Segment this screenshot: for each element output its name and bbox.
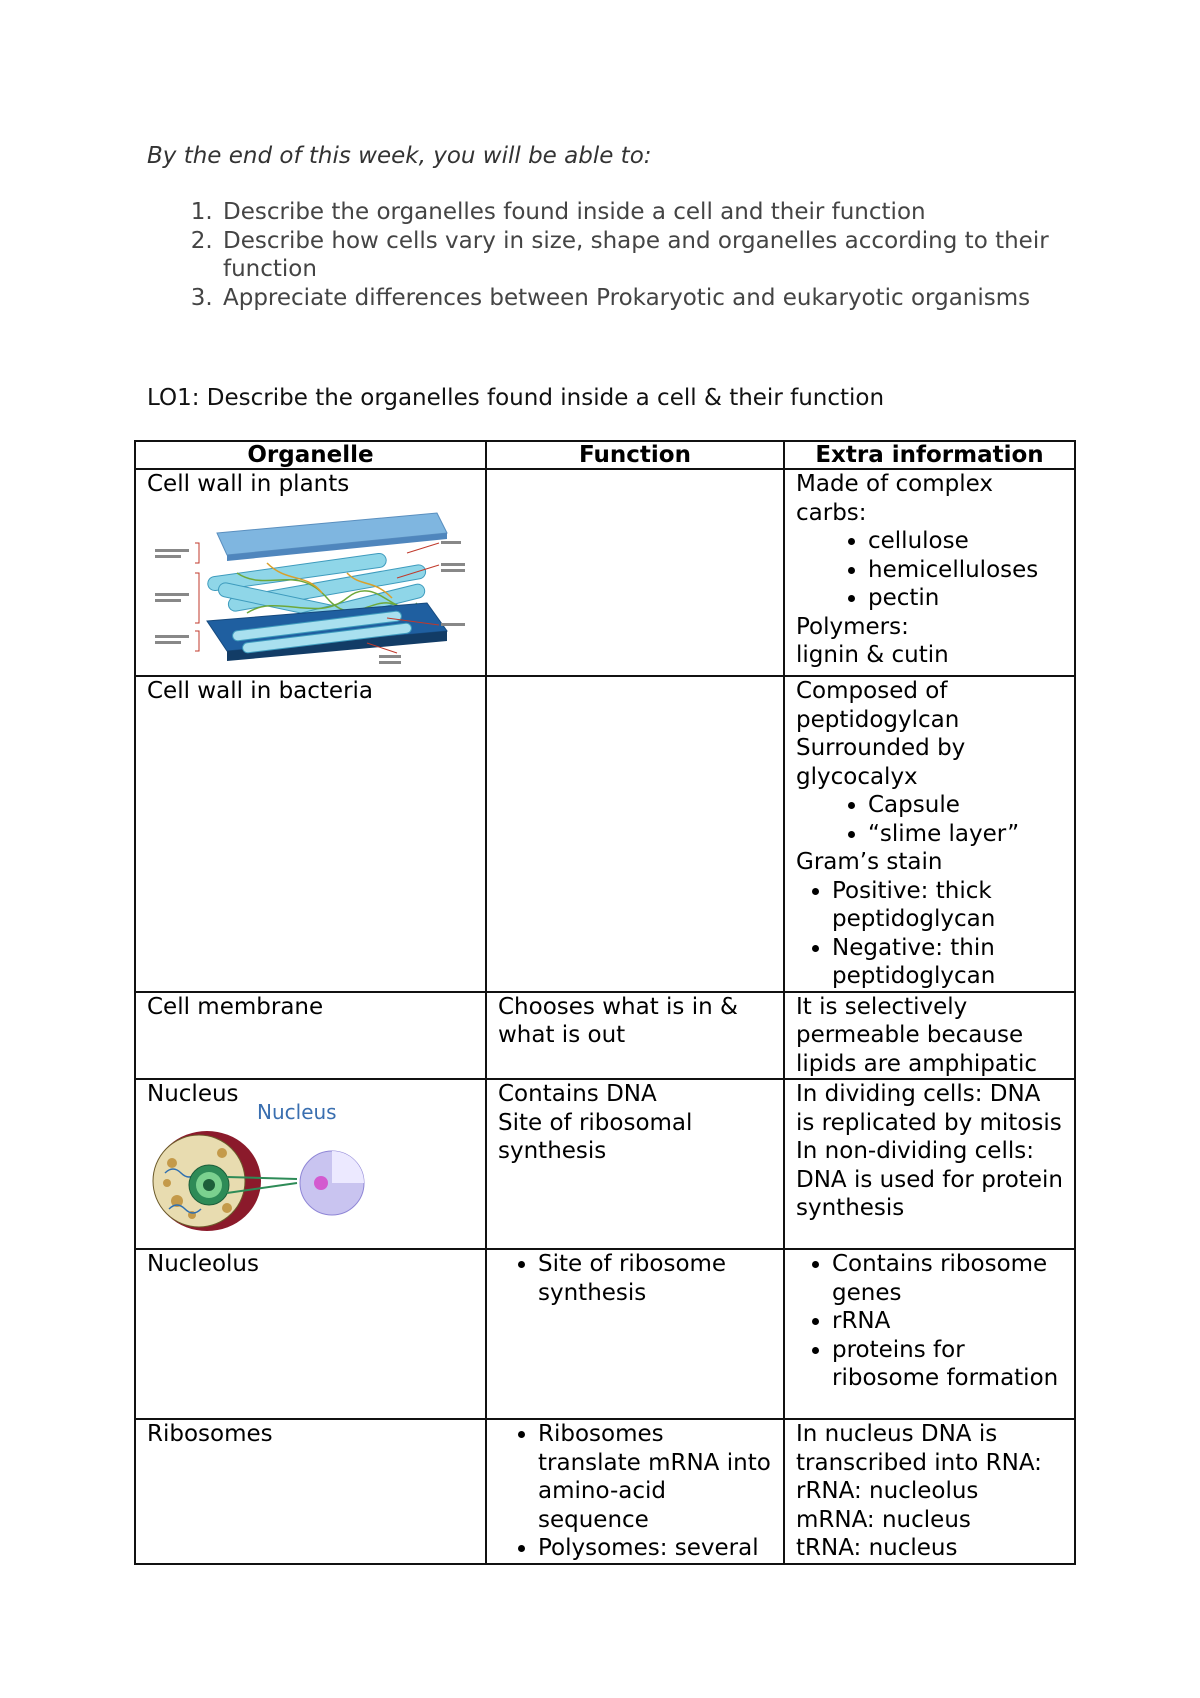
nucleus-caption: Nucleus: [257, 1099, 337, 1124]
objective-item: 2. Describe how cells vary in size, shape and organelles according to their function: [220, 227, 1100, 284]
extra-info-cell: Composed of peptidogylcan Surrounded by glycocalyx • Capsule • “slime layer” Gram’s stain • Positive: thick peptidoglycan • Negative: thin peptidoglycan: [784, 676, 1075, 992]
function-cell: [486, 469, 784, 676]
header-function: Function: [486, 441, 784, 469]
organelle-name: Cell wall in plants: [147, 471, 350, 497]
list-item: • proteins for ribosome formation: [832, 1336, 1063, 1393]
table-row: [135, 1419, 1075, 1564]
list-item: • Positive: thick peptidoglycan: [832, 877, 1063, 934]
extra-info-cell: In dividing cells: DNA is replicated by mitosis In non-dividing cells: DNA is used for protein synthesis: [784, 1079, 1075, 1249]
extra-info-cell: It is selectively permeable because lipids are amphipatic: [784, 992, 1075, 1080]
list-item: • Ribosomes translate mRNA into amino-acid sequence: [538, 1420, 772, 1534]
list-item: • Contains ribosome genes: [832, 1250, 1063, 1307]
table-row: [135, 1079, 1075, 1249]
organelle-cell: [135, 676, 486, 992]
table-header-row: [135, 441, 1075, 469]
header-extra-information: Extra information: [784, 441, 1075, 469]
function-cell: [486, 1419, 784, 1564]
plant-cell-wall-diagram: [147, 503, 467, 671]
learning-objectives: [183, 198, 1100, 312]
list-item: • rRNA: [832, 1307, 1063, 1336]
extra-info-cell: In nucleus DNA is transcribed into RNA: rRNA: nucleolus mRNA: nucleus tRNA: nucleus: [784, 1419, 1075, 1564]
list-item: • Capsule: [868, 791, 1063, 820]
list-item: • hemicelluloses: [868, 556, 1063, 585]
list-item: • Polysomes: several: [538, 1534, 772, 1563]
organelle-name: Ribosomes: [147, 1421, 273, 1447]
organelle-cell: [135, 469, 486, 676]
extra-info-cell: Made of complex carbs: • cellulose • hemicelluloses • pectin Polymers: lignin & cutin: [784, 469, 1075, 676]
function-cell: [486, 676, 784, 992]
organelle-table: [134, 440, 1076, 1565]
function-cell: Chooses what is in & what is out: [486, 992, 784, 1080]
header-organelle: Organelle: [135, 441, 486, 469]
list-item: • Negative: thin peptidoglycan: [832, 934, 1063, 991]
lo1-heading: LO1: Describe the organelles found inside a cell & their function: [147, 385, 885, 411]
table-row: [135, 1249, 1075, 1419]
list-item: • cellulose: [868, 527, 1063, 556]
table-row: [135, 676, 1075, 992]
list-item: • pectin: [868, 584, 1063, 613]
organelle-cell: [135, 1419, 486, 1564]
nucleus-diagram: [147, 1099, 387, 1233]
organelle-cell: [135, 1249, 486, 1419]
function-cell: [486, 1249, 784, 1419]
table-row: [135, 469, 1075, 676]
intro-text: By the end of this week, you will be able to:: [147, 143, 652, 169]
organelle-name: Cell membrane: [147, 993, 324, 1020]
objective-item: 1. Describe the organelles found inside a cell and their function: [220, 198, 1100, 227]
table-row: [135, 992, 1075, 1080]
list-item: • “slime layer”: [868, 820, 1063, 849]
objective-item: 3. Appreciate differences between Prokaryotic and eukaryotic organisms: [220, 284, 1100, 313]
organelle-cell: [135, 992, 486, 1080]
function-cell: Contains DNA Site of ribosomal synthesis: [486, 1079, 784, 1249]
organelle-name: Cell wall in bacteria: [147, 678, 374, 704]
organelle-name: Nucleus: [147, 1081, 239, 1107]
extra-info-cell: [784, 1249, 1075, 1419]
organelle-name: Nucleolus: [147, 1251, 259, 1277]
organelle-cell: [135, 1079, 486, 1249]
list-item: • Site of ribosome synthesis: [538, 1250, 772, 1307]
